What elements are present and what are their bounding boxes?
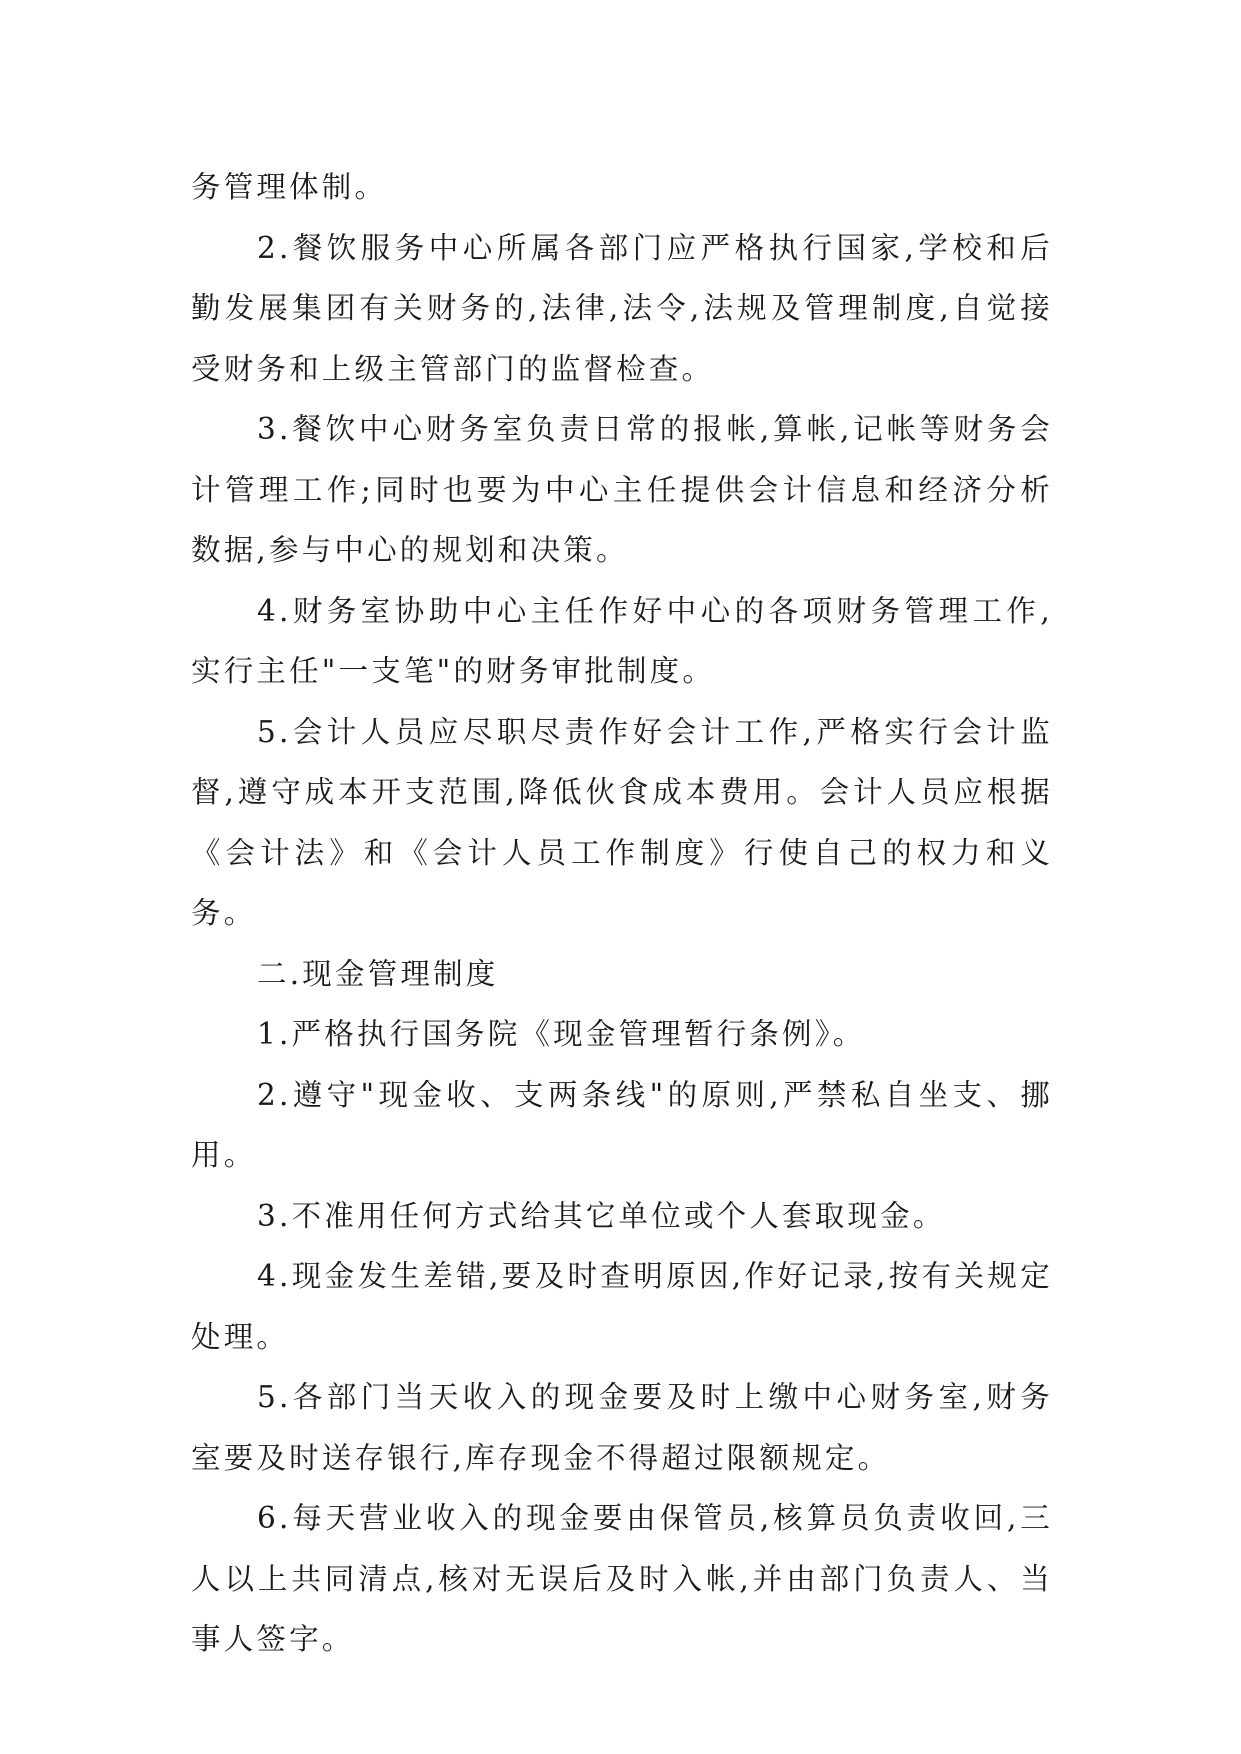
- paragraph-item-4: 4.财务室协助中心主任作好中心的各项财务管理工作,实行主任"一支笔"的财务审批制度。: [191, 593, 1053, 688]
- document-body: [191, 157, 1053, 1670]
- cash-rule-3: 3.不准用任何方式给其它单位或个人套取现金。: [257, 1198, 946, 1233]
- paragraph-item-3: 3.餐饮中心财务室负责日常的报帐,算帐,记帐等财务会计管理工作;同时也要为中心主任提供会计信息和经济分析数据,参与中心的规划和决策。: [191, 412, 1053, 567]
- paragraph-item-5: 5.会计人员应尽职尽责作好会计工作,严格实行会计监督,遵守成本开支范围,降低伙食成本费用。会计人员应根据《会计法》和《会计人员工作制度》行使自己的权力和义务。: [191, 714, 1053, 930]
- cash-rule-2: 2.遵守"现金收、支两条线"的原则,严禁私自坐支、挪用。: [191, 1077, 1053, 1172]
- paragraph-continuation: 务管理体制。: [191, 170, 388, 204]
- paragraph-item-2: 2.餐饮服务中心所属各部门应严格执行国家,学校和后勤发展集团有关财务的,法律,法令,法规及管理制度,自觉接受财务和上级主管部门的监督检查。: [191, 230, 1053, 386]
- section-heading-cash-management: 二.现金管理制度: [257, 956, 499, 991]
- cash-rule-4: 4.现金发生差错,要及时查明原因,作好记录,按有关规定处理。: [191, 1259, 1053, 1354]
- cash-rule-5: 5.各部门当天收入的现金要及时上缴中心财务室,财务室要及时送存银行,库存现金不得超过限额规定。: [191, 1380, 1053, 1475]
- cash-rule-1: 1.严格执行国务院《现金管理暂行条例》。: [257, 1017, 866, 1051]
- cash-rule-6: 6.每天营业收入的现金要由保管员,核算员负责收回,三人以上共同清点,核对无误后及时入帐,并由部门负责人、当事人签字。: [191, 1501, 1053, 1656]
